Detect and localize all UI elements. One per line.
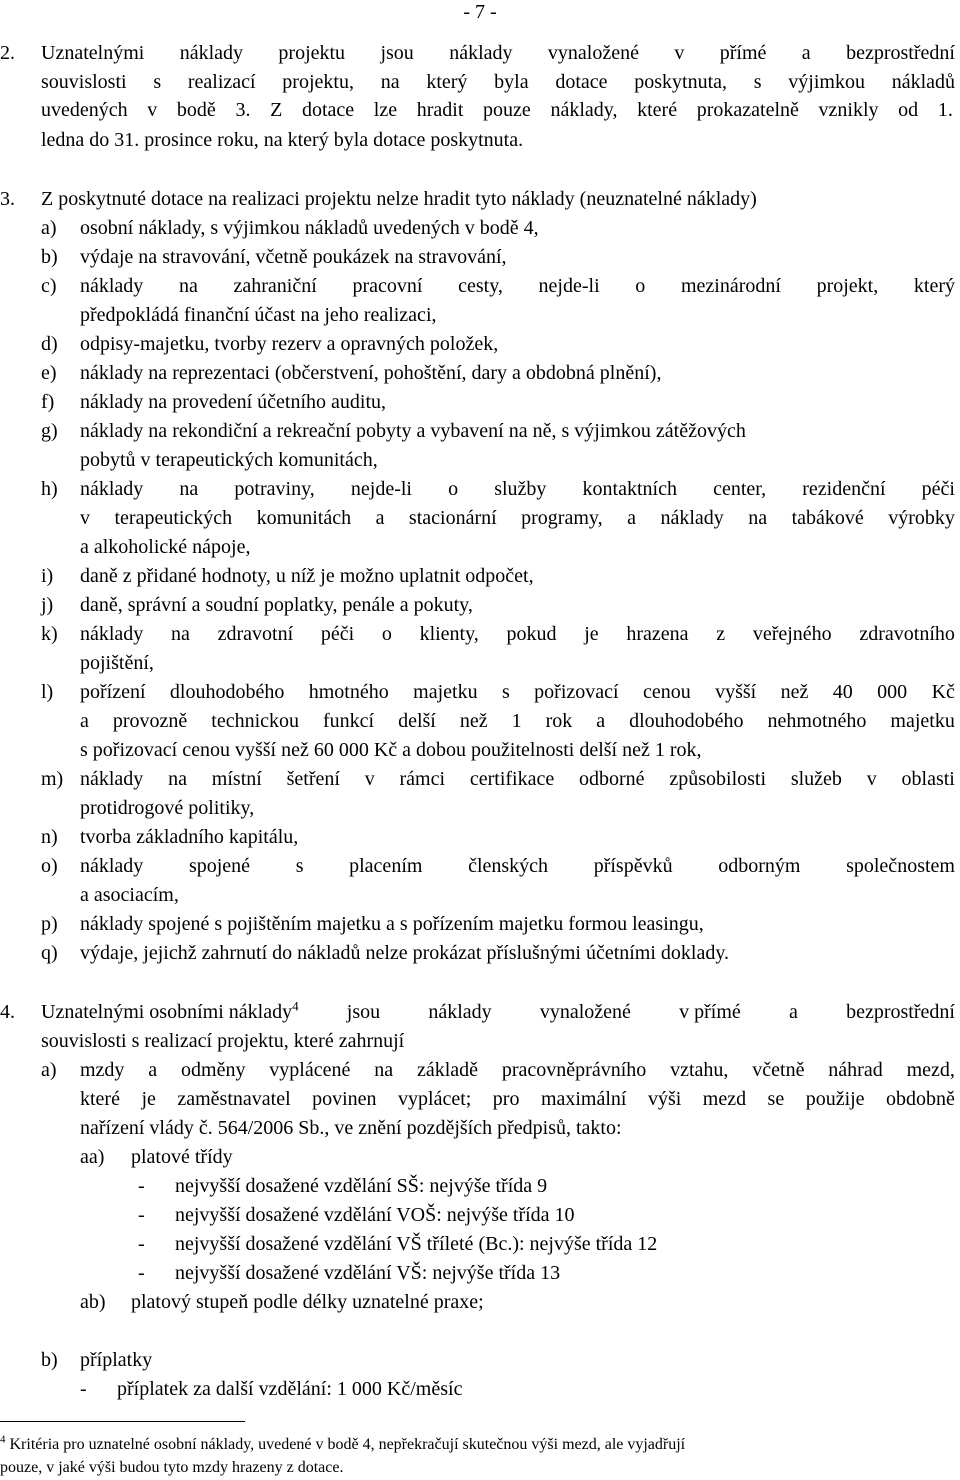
word: dlouhodobého [629, 710, 744, 732]
word: v [364, 768, 375, 790]
paragraph-line [41, 98, 953, 122]
word: projektu [278, 42, 346, 64]
item-text: náklady na provedení účetního auditu, [80, 391, 387, 413]
word: náklady [80, 478, 144, 500]
word: na [380, 71, 400, 93]
footnote-text: Kritéria pro uznatelné osobní náklady, uvedené v bodě 4, nepřekračují skutečnou výši mezd, ale vyjadřují [9, 1436, 686, 1453]
word: je [584, 623, 599, 645]
word: výjimkou [788, 71, 865, 93]
dash-bullet: - [138, 1175, 145, 1197]
word: vyplácet; [398, 1088, 472, 1110]
word: projektu, [282, 71, 354, 93]
item-text [80, 274, 955, 298]
word: a [788, 1001, 798, 1023]
word: o [448, 478, 459, 500]
item-text [80, 709, 955, 733]
word: služby [494, 478, 547, 500]
word: klienty, [419, 623, 479, 645]
word: o [381, 623, 392, 645]
item-text: daně, správní a soudní poplatky, penále a pokuty, [80, 594, 473, 616]
word: hradit [416, 99, 464, 121]
paragraph-line [41, 41, 955, 65]
word: než [780, 681, 809, 703]
word: služeb [790, 768, 842, 790]
section-marker: 2. [0, 42, 15, 64]
item-text [80, 477, 955, 501]
word: povinen [312, 1088, 377, 1110]
word: je [141, 1088, 156, 1110]
item-label: f) [41, 391, 55, 413]
item-text: náklady na rekondiční a rekreační pobyty a vybavení na ně, s výjimkou zátěžových [80, 420, 746, 442]
word: náklady [179, 42, 244, 64]
word: výrobky [888, 507, 955, 529]
word: příspěvků [593, 855, 673, 877]
word: na [168, 768, 187, 790]
word: které [80, 1088, 120, 1110]
word: vyplácené [269, 1059, 351, 1081]
word: pokud [506, 623, 557, 645]
section-intro: Z poskytnuté dotace na realizaci projektu nelze hradit tyto náklady (neuznatelné náklady) [41, 188, 757, 210]
item-text: a alkoholické nápoje, [80, 536, 251, 558]
item-label: j) [41, 594, 54, 616]
word: které [637, 99, 678, 121]
word: na [179, 478, 199, 500]
word: Z [270, 99, 283, 121]
word: rok [545, 710, 573, 732]
item-label: d) [41, 333, 58, 355]
item-text [80, 506, 955, 530]
word: místní [211, 768, 262, 790]
word: mezinárodní [680, 275, 781, 297]
word: který [913, 275, 955, 297]
word: nehmotného [767, 710, 867, 732]
item-text: výdaje, jejichž zahrnutí do nákladů nelze prokázat příslušnými účetními doklady. [80, 942, 730, 964]
word: cesty, [458, 275, 503, 297]
word: v [866, 768, 877, 790]
word: a [596, 710, 606, 732]
item-text: daně z přidané hodnoty, u níž je možno uplatnit odpočet, [80, 565, 534, 587]
item-text [80, 854, 955, 878]
word: použije [805, 1088, 865, 1110]
word: péči [320, 623, 355, 645]
word: hrazena [626, 623, 689, 645]
word: center, [713, 478, 767, 500]
item-label: p) [41, 913, 58, 935]
word: tabákové [791, 507, 864, 529]
word: majetku [413, 681, 478, 703]
word: 000 [877, 681, 908, 703]
item-text: protidrogové politiky, [80, 797, 255, 819]
dash-bullet: - [138, 1204, 145, 1226]
word: bezprostřední [846, 1001, 955, 1023]
word: náklady [80, 855, 144, 877]
word: bezprostřední [846, 42, 955, 64]
item-text: příplatky [80, 1349, 153, 1371]
word: souvislosti [41, 71, 127, 93]
word: vynaložené [539, 1001, 631, 1023]
word: bodě [176, 99, 216, 121]
word: způsobilosti [669, 768, 767, 790]
item-label: h) [41, 478, 58, 500]
item-text: s pořizovací cenou vyšší než 60 000 Kč a dobou použitelnosti delší než 1 rok, [80, 739, 702, 761]
item-text: náklady spojené s pojištěním majetku a s pořízením majetku formou leasingu, [80, 913, 704, 935]
item-text: osobní náklady, s výjimkou nákladů uvedených v bodě 4, [80, 217, 539, 239]
item-label: e) [41, 362, 57, 384]
word: z [716, 623, 726, 645]
subitem-label: ab) [80, 1291, 106, 1313]
class-item: nejvyšší dosažené vzdělání VŠ tříleté (Bc.): nejvýše třída 12 [175, 1233, 658, 1255]
word: s [753, 71, 762, 93]
word: dotace [555, 71, 608, 93]
paragraph-line: souvislosti s realizací projektu, které zahrnují [41, 1030, 405, 1052]
word: v [80, 507, 90, 529]
word: komunitách [256, 507, 352, 529]
footnote-rule [0, 1421, 245, 1422]
word: členských [468, 855, 549, 877]
item-text: předpokládá finanční účast na jeho realizaci, [80, 304, 437, 326]
dash-bullet: - [138, 1262, 145, 1284]
paragraph-line: ledna do 31. prosince roku, na který byla dotace poskytnuta. [41, 129, 524, 151]
word: na [748, 507, 768, 529]
item-text [80, 622, 955, 646]
item-label: q) [41, 942, 58, 964]
word: odborným [718, 855, 801, 877]
word: zdravotního [859, 623, 955, 645]
item-text: náklady na reprezentaci (občerstvení, pohoštění, dary a obdobná plnění), [80, 362, 662, 384]
word: potraviny, [234, 478, 315, 500]
word: hmotného [308, 681, 389, 703]
word: stacionární [408, 507, 497, 529]
word: obdobně [886, 1088, 955, 1110]
word: se [767, 1088, 785, 1110]
word: náhrad [828, 1059, 883, 1081]
word: terapeutických [114, 507, 233, 529]
word: programy, [521, 507, 603, 529]
word: náklady [660, 507, 724, 529]
word: Kč [931, 681, 955, 703]
word: projekt, [816, 275, 879, 297]
word: zdravotní [217, 623, 294, 645]
item-label: b) [41, 1349, 58, 1371]
word: než [459, 710, 488, 732]
word: poskytnuta, [634, 71, 728, 93]
word: s [501, 681, 510, 703]
item-text [80, 767, 955, 791]
word: 1. [937, 99, 953, 121]
class-item: nejvyšší dosažené vzdělání SŠ: nejvýše třída 9 [175, 1175, 548, 1197]
word: veřejného [752, 623, 832, 645]
word: cenou [642, 681, 691, 703]
word: vyšší [715, 681, 757, 703]
word: od [898, 99, 919, 121]
word: nejde-li [350, 478, 412, 500]
dash-bullet: - [138, 1233, 145, 1255]
item-text: pobytů v terapeutických komunitách, [80, 449, 378, 471]
word: výši [647, 1088, 682, 1110]
word: odborné [579, 768, 645, 790]
item-text [80, 680, 955, 704]
footnote-line: pouze, v jaké výši budou tyto mzdy hrazeny z dotace. [0, 1459, 344, 1476]
word: Uznatelnými [41, 42, 145, 64]
word: nákladů [891, 71, 955, 93]
word: jsou [380, 42, 414, 64]
word: rámci [399, 768, 446, 790]
word: a [375, 507, 385, 529]
word: a [627, 507, 636, 529]
dash-bullet: - [80, 1378, 87, 1400]
class-item: nejvyšší dosažené vzdělání VOŠ: nejvýše třída 10 [175, 1204, 575, 1226]
word: pracovní [352, 275, 423, 297]
word: jsou [346, 1001, 381, 1023]
word: rezidenční [802, 478, 886, 500]
word: náklady [80, 768, 144, 790]
word: péči [921, 478, 955, 500]
subitem-text: platový stupeň podle délky uznatelné praxe; [131, 1291, 484, 1313]
word: včetně [752, 1059, 805, 1081]
item-text: výdaje na stravování, včetně poukázek na stravování, [80, 246, 507, 268]
word: dlouhodobého [169, 681, 285, 703]
item-label: k) [41, 623, 58, 645]
word: s [153, 71, 162, 93]
word: nejde-li [538, 275, 600, 297]
item-label: n) [41, 826, 58, 848]
item-label: c) [41, 275, 57, 297]
word: spojené [188, 855, 251, 877]
line-start [41, 1000, 299, 1024]
paragraph-line [41, 1000, 955, 1024]
word: pouze [483, 99, 531, 121]
word: šetření [286, 768, 340, 790]
word: náklady [80, 623, 144, 645]
paragraph-line [41, 70, 955, 94]
word: náklady [428, 1001, 492, 1023]
footnote-line [0, 1435, 685, 1455]
footnote-reference: 4 [292, 998, 299, 1014]
section-marker: 4. [0, 1001, 15, 1023]
word: funkcí [323, 710, 375, 732]
word: na [374, 1059, 394, 1081]
subitem-label: aa) [80, 1146, 105, 1168]
word: vznikly [818, 99, 879, 121]
word: pro [492, 1088, 520, 1110]
word: provozně [112, 710, 188, 732]
word: náklady [80, 275, 144, 297]
section-marker: 3. [0, 188, 15, 210]
word: prokazatelně [696, 99, 799, 121]
word: s [295, 855, 304, 877]
word: placením [349, 855, 423, 877]
word: zahraniční [233, 275, 317, 297]
class-item: nejvyšší dosažené vzdělání VŠ: nejvýše třída 13 [175, 1262, 561, 1284]
word: na [171, 623, 190, 645]
word: pořizovací [534, 681, 619, 703]
word: dotace [301, 99, 355, 121]
word: delší [398, 710, 436, 732]
item-text: pojištění, [80, 652, 154, 674]
line-start-text: Uznatelnými osobními náklady [41, 1001, 293, 1023]
item-label: i) [41, 565, 54, 587]
word: vztahu, [670, 1059, 729, 1081]
word: základě [416, 1059, 479, 1081]
word: a [148, 1059, 158, 1081]
word: 1 [511, 710, 522, 732]
word: v [674, 42, 685, 64]
word: 40 [832, 681, 853, 703]
word: vynaložené [547, 42, 639, 64]
item-text [80, 1058, 955, 1082]
word: 3. [235, 99, 251, 121]
item-label: o) [41, 855, 58, 877]
word: pořízení [80, 681, 146, 703]
item-label: a) [41, 217, 57, 239]
word: v přímé [679, 1001, 741, 1023]
word: mzdy [80, 1059, 125, 1081]
word: technickou [211, 710, 300, 732]
word: mezd, [906, 1059, 955, 1081]
page-number: - 7 - [463, 1, 497, 23]
word: a [80, 710, 89, 732]
item-label: m) [41, 768, 64, 790]
word: uvedených [41, 99, 128, 121]
word: náklady, [550, 99, 618, 121]
word: byla [494, 71, 529, 93]
word: společnostem [846, 855, 955, 877]
word: certifikace [469, 768, 555, 790]
item-label: a) [41, 1059, 57, 1081]
word: lze [373, 99, 398, 121]
word: o [635, 275, 646, 297]
footnote-marker: 4 [0, 1433, 6, 1446]
item-label: g) [41, 420, 58, 442]
word: náklady [449, 42, 513, 64]
word: zaměstnavatel [177, 1088, 291, 1110]
word: a [801, 42, 811, 64]
item-text: a asociacím, [80, 884, 179, 906]
word: který [426, 71, 468, 93]
item-text [80, 1087, 955, 1111]
word: pracovněprávního [501, 1059, 647, 1081]
word: kontaktních [582, 478, 677, 500]
word: oblasti [901, 768, 955, 790]
word: majetku [890, 710, 955, 732]
item-text: odpisy-majetku, tvorby rezerv a opravných položek, [80, 333, 499, 355]
item-text: tvorba základního kapitálu, [80, 826, 299, 848]
item-label: b) [41, 246, 58, 268]
word: na [178, 275, 198, 297]
item-text: nařízení vlády č. 564/2006 Sb., ve znění pozdějších předpisů, takto: [80, 1117, 622, 1139]
item-label: l) [41, 681, 54, 703]
word: maximální [540, 1088, 627, 1110]
word: mezd [702, 1088, 747, 1110]
bullet-text: příplatek za další vzdělání: 1 000 Kč/měsíc [117, 1378, 463, 1400]
word: přímé [719, 42, 767, 64]
word: v [147, 99, 158, 121]
word: realizací [187, 71, 256, 93]
word: odměny [181, 1059, 246, 1081]
subitem-text: platové třídy [131, 1146, 233, 1168]
